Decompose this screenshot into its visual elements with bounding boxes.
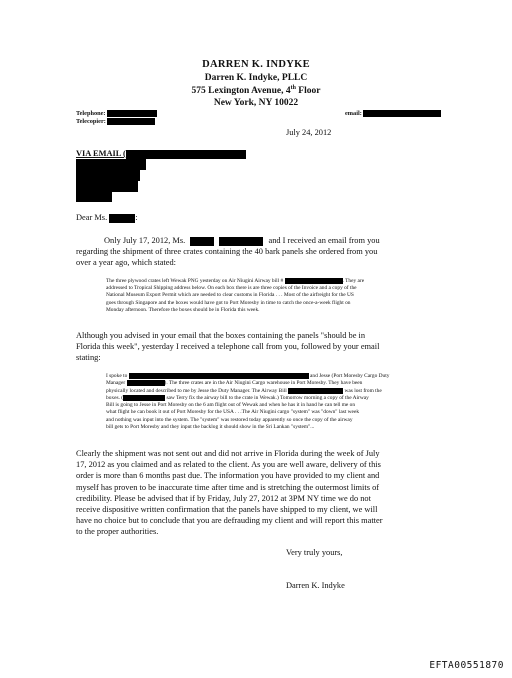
- redaction-box: [190, 237, 214, 246]
- letterhead-firm: Darren K. Indyke, PLLC: [204, 73, 308, 83]
- salutation: Dear Ms. :: [76, 213, 138, 222]
- redaction-box: [126, 150, 246, 159]
- redaction-box: [76, 159, 146, 170]
- signature-name: Darren K. Indyke: [286, 581, 345, 590]
- paragraph-3: Clearly the shipment was not sent out and did not arrive in Florida during the week of July 17, 2012 as you claimed and as related to the client. As you are well aware, delivery of this order is more than 6 months past due. The information you have provided to my client and myself has proven to be inaccurate time after time and is stretching the outermost limits of credibility. Please be advised that if by Friday, July 27, 2012 at 3PM NY time we do not receive dispositive written confirmation that the panels have shipped to my client, we will have no choice but to conclude that you are defrauding my client and will report this matter to the proper authorities.: [76, 449, 383, 537]
- redaction-box: [285, 278, 343, 284]
- redaction-box: [219, 237, 263, 246]
- redaction-box: [76, 170, 140, 181]
- paragraph-1: Only July 17, 2012, Ms. and I received an email from you regarding the shipment of three crates containing the 40 bark panels she ordered from you over a year ago, which stated:: [76, 236, 380, 268]
- letterhead-address: 575 Lexington Avenue, 4th Floor: [191, 84, 321, 96]
- redaction-box: [129, 373, 309, 379]
- paragraph-2: Although you advised in your email that the boxes containing the panels "should be in Florida this week", yesterday I received a telephone call from you, followed by your email stating:: [76, 331, 380, 363]
- redaction-box: [123, 395, 165, 401]
- redaction-box: [363, 110, 441, 117]
- redaction-box: [76, 192, 112, 202]
- closing: Very truly yours,: [286, 548, 343, 557]
- bates-number: EFTA00551870: [429, 660, 504, 671]
- letterhead-city: New York, NY 10022: [213, 98, 299, 108]
- redaction-box: [107, 118, 155, 125]
- telecopier-row: [76, 118, 155, 125]
- letterhead-name: DARREN K. INDYKE: [202, 59, 310, 70]
- email-label: email:: [345, 110, 362, 117]
- via-email-line: VIA EMAIL (: [76, 148, 246, 159]
- quote-block-1: The three plywood crates left Wewak PNG yesterday on Air Niugini Airway bill # . They are addressed to Tropical Shipping address below. On each box there is are three copies of the Invoice and a copy of the National Museum Export Permit which are needed to clear customs in Florida . . . Most of the airfreight for the US goes through Singapore and the boxes would have got to Port Moresby in time to catch the once-a-week flight on Monday afternoon. Therefore the boxes should be in Florida this week.: [106, 278, 365, 313]
- redaction-box: [76, 181, 138, 192]
- telephone-row: [76, 110, 157, 117]
- redaction-box: [288, 388, 343, 394]
- redaction-box: [127, 380, 165, 386]
- telecopier-label: Telecopier:: [76, 118, 106, 125]
- quote-block-2: I spoke to and Jesse (Port Moresby Cargo Duty Manager ). The three crates are in the Air Niugini Cargo warehouse in Port Moresby. They have been physically located and described to me by Jesse the Duty Manager. The Airway Bill was lost from the boxes. ( saw Terry fix the airway bill to the crate in Wewak.) Tomorrow morning a copy of the Airway Bill is going to Jesse in Port Moresby on the 6 am flight out of Wewak and when he has it in hand he can tell me on what flight he can book it out of Port Moresby for the USA . . .The Air Niugini cargo "system" was "down" last week and nothing was input into the system. The "system" was restored today apparently so once the copy of the airway bill gets to Port Moresby and they input the backlog it should show in the Sri Lankan "system"...: [106, 373, 390, 430]
- redaction-box: [107, 110, 157, 117]
- letter-date: July 24, 2012: [286, 128, 332, 137]
- redaction-box: [109, 214, 135, 223]
- email-row: [345, 110, 441, 117]
- telephone-label: Telephone:: [76, 110, 106, 117]
